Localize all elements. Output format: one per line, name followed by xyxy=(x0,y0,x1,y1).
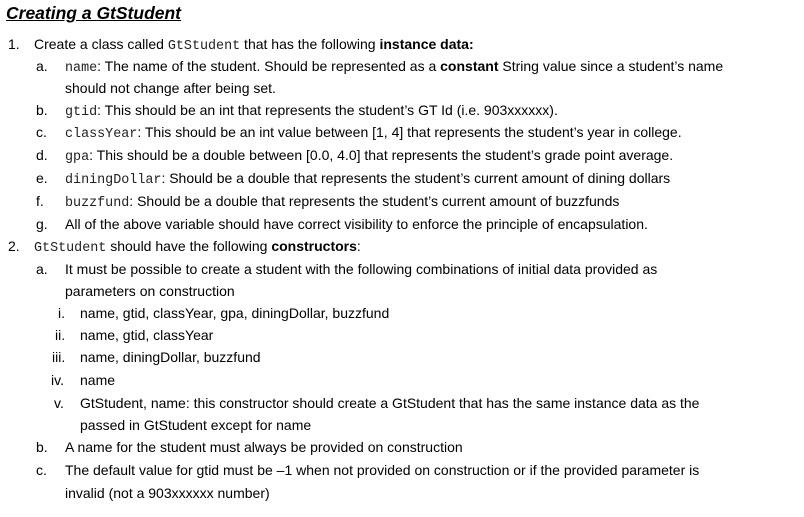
text: : This should be an int that represents the student’s GT Id (i.e. 903xxxxxx). xyxy=(97,102,558,118)
code-text: GtStudent xyxy=(167,39,241,54)
list-item-2a-iv: name xyxy=(80,372,116,388)
list-item-1 xyxy=(34,35,474,56)
list-item-1e xyxy=(65,169,670,190)
list-item-1c xyxy=(65,123,682,144)
list-marker: f. xyxy=(36,193,44,209)
list-item-2c: The default value for gtid must be –1 when not provided on construction or if the provided parameter is xyxy=(65,462,700,478)
text: Create a class called xyxy=(34,36,168,52)
list-item-2a-v: GtStudent, name: this constructor should create a GtStudent that has the same instance data as the xyxy=(80,395,700,411)
list-item-1f xyxy=(65,192,619,213)
text: : This should be an int value between [1, 4] that represents the student’s year in college. xyxy=(137,124,682,140)
text: that has the following xyxy=(240,36,380,52)
list-item-continuation: passed in GtStudent except for name xyxy=(80,417,312,433)
list-item-2a: It must be possible to create a student with the following combinations of initial data provided as xyxy=(65,261,658,277)
list-item-2b: A name for the student must always be provided on construction xyxy=(65,439,463,455)
text: : xyxy=(356,238,361,254)
code-text: gtid xyxy=(65,105,98,120)
code-text: diningDollar xyxy=(65,173,162,188)
list-marker: c. xyxy=(36,462,47,478)
list-marker: iii. xyxy=(52,349,66,365)
code-text: GtStudent xyxy=(34,241,107,256)
list-marker: b. xyxy=(36,102,48,118)
text: should have the following xyxy=(106,238,272,254)
text: : The name of the student. Should be represented as a xyxy=(97,58,441,74)
list-item-2a-iii: name, diningDollar, buzzfund xyxy=(80,349,261,365)
code-text: gpa xyxy=(65,150,90,165)
code-text: name xyxy=(65,61,98,76)
list-marker: a. xyxy=(36,58,48,74)
list-marker: c. xyxy=(36,124,47,140)
bold-text: instance data: xyxy=(379,36,474,52)
text: String value since a student’s name xyxy=(498,58,724,74)
list-marker: e. xyxy=(36,170,48,186)
list-item-1a xyxy=(65,57,723,78)
bold-text: constant xyxy=(440,58,499,74)
list-item-continuation: invalid (not a 903xxxxxx number) xyxy=(65,485,270,501)
code-text: classYear xyxy=(65,127,138,142)
list-marker: b. xyxy=(36,439,48,455)
list-item-continuation: should not change after being set. xyxy=(65,80,276,96)
text: : This should be a double between [0.0, 4.0] that represents the student’s grade point average. xyxy=(89,147,674,163)
list-item-2a-ii: name, gtid, classYear xyxy=(80,327,214,343)
list-item-2 xyxy=(34,237,361,258)
text: : Should be a double that represents the student’s current amount of dining dollars xyxy=(161,170,671,186)
list-marker: ii. xyxy=(55,327,66,343)
list-item-2a-i: name, gtid, classYear, gpa, diningDollar, buzzfund xyxy=(80,305,390,321)
code-text: buzzfund xyxy=(65,196,130,211)
bold-text: constructors xyxy=(271,238,357,254)
list-marker: 1. xyxy=(8,36,20,52)
list-marker: v. xyxy=(54,395,64,411)
list-item-1g: All of the above variable should have correct visibility to enforce the principle of encapsulation. xyxy=(65,216,648,232)
list-item-1b xyxy=(65,101,558,122)
list-marker: a. xyxy=(36,261,48,277)
list-marker: iv. xyxy=(51,372,64,388)
list-item-continuation: parameters on construction xyxy=(65,283,235,299)
list-marker: i. xyxy=(58,305,65,321)
document-title: Creating a GtStudent xyxy=(6,3,182,23)
list-marker: 2. xyxy=(8,238,20,254)
list-item-1d xyxy=(65,146,673,167)
text: : Should be a double that represents the student’s current amount of buzzfunds xyxy=(129,193,620,209)
list-marker: g. xyxy=(36,216,48,232)
list-marker: d. xyxy=(36,147,48,163)
